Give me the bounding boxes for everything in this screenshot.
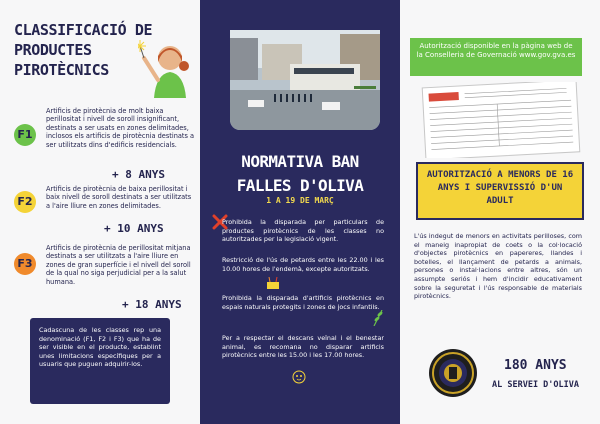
rule-petards-hours: Restricció de l'ús de petards entre les 22.00 i les 10.00 hores de l'endemà, excepte autoritzats.	[222, 256, 384, 273]
authorization-info-box: Autorització disponible en la pàgina web de la Conselleria de Governació www.gov.gva.es	[410, 38, 582, 76]
years-subtitle: AL SERVEI D'OLIVA	[492, 380, 579, 390]
category-age-f1: + 8 ANYS	[112, 168, 165, 181]
police-anniversary-seal	[428, 348, 478, 398]
category-age-f3: + 18 ANYS	[122, 298, 182, 311]
category-age-f2: + 10 ANYS	[104, 222, 164, 235]
minors-authorization-box: AUTORITZACIÓ A MENORS DE 16 ANYS I SUPERVISSIÓ D'UN ADULT	[416, 162, 584, 220]
falles-title: FALLES D'OLIVA	[236, 176, 364, 195]
category-badge-f3: F3	[14, 253, 36, 275]
category-description-f3: Artificis de pirotècnia de perillositat mitjana destinats a ser utilitzats a l'aire lliure en zones de gran superfície i el nivell del soroll de la qual no siga perjudicial per a la salut humana.	[46, 244, 191, 286]
category-badge-f1: F1	[14, 124, 36, 146]
event-dates: 1 A 19 DE MARÇ	[266, 196, 334, 205]
category-description-f2: Artificis de pirotècnia de baixa perillositat i baix nivell de soroll destinats a ser utilitzats a l'aire lliure en zones delimitades.	[46, 185, 192, 210]
category-badge-f2: F2	[14, 191, 36, 213]
girl-with-sparkler-illustration	[138, 36, 194, 98]
minors-paragraph: L'ús indegut de menors en activitats perilloses, com el maneig inapropiat de coets o la col·locació d'objectes pirotècnics en papereres, llandes i botelles, el llançament de petards a animals, persones o instal·lacions entre altres, són un assumpte seriós i hem d'incidir educativament sobre la seguretat i l'ús responsable de materials pirotècnics.	[414, 232, 582, 301]
leaf-branch-icon	[372, 310, 384, 326]
rule-prohibition-unauthorized: Prohibida la disparada per particulars de productes pirotècnics de les classes no autoritzades per la legislació vigent.	[222, 218, 384, 244]
right-panel	[400, 0, 600, 424]
category-description-f1: Artificis de pirotècnia de molt baixa perillositat i nivell de soroll insignificant, destinats a ser usats en zones delimitades, inclosos els artificis de pirotècnia destinats a ser utilitzats dins d'edificis residencials.	[46, 107, 195, 149]
authorization-form-image	[418, 82, 582, 158]
animal-icon	[292, 370, 306, 384]
years-heading: 180 ANYS	[504, 358, 567, 373]
rule-rest-animals: Per a respectar el descans veïnal i el benestar animal, es recomana no disparar artificis pirotècnics entre les 15.00 i les 17.00 hores.	[222, 334, 384, 360]
rule-natural-spaces: Prohibida la disparada d'artificis pirotècnics en espais naturals protegits i zones de jocs infantils.	[222, 294, 384, 311]
classification-title: CLASSIFICACIÓ DE PRODUCTES PIROTÈCNICS	[14, 21, 153, 79]
normativa-title: NORMATIVA BAN	[241, 152, 359, 171]
police-station-photo	[230, 30, 380, 130]
middle-panel	[200, 0, 400, 424]
classes-note-box: Cadascuna de les classes rep una denominació (F1, F2 i F3) que ha de ser visible en el producte, establint unes limitacions específiques per a usuaris que puguen adquirir-los.	[30, 318, 170, 404]
left-panel	[0, 0, 200, 424]
fireworks-box-icon	[266, 277, 280, 289]
